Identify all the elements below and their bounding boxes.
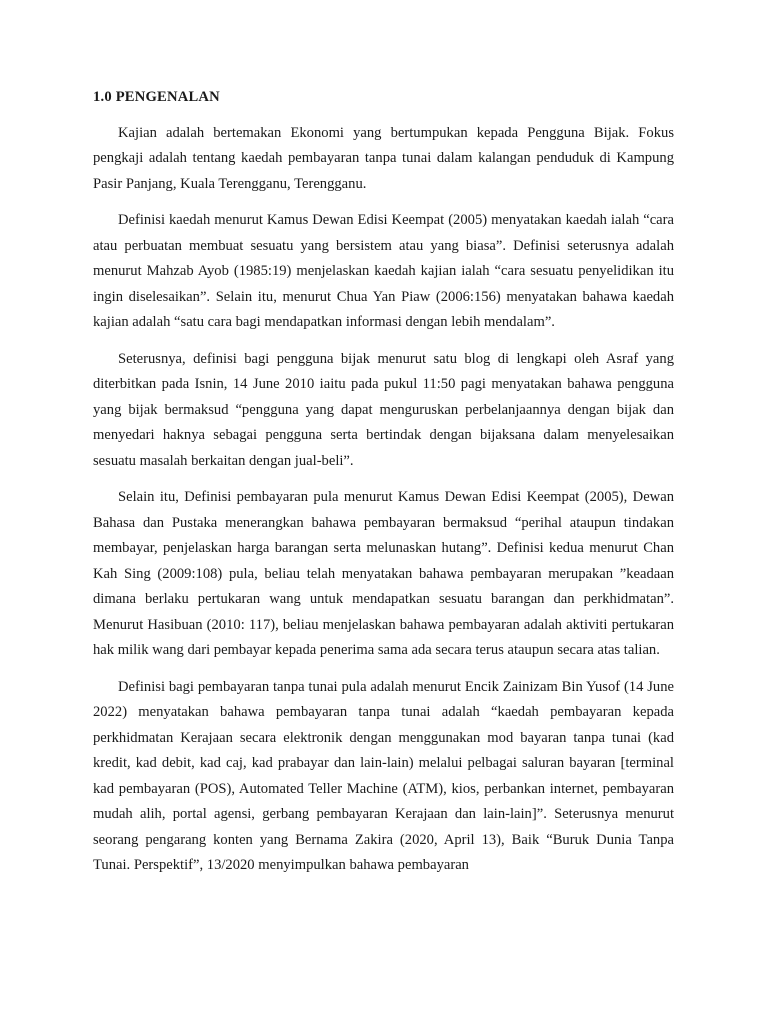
section-heading: 1.0 PENGENALAN [93,89,220,105]
paragraph-kaedah-definition: Definisi kaedah menurut Kamus Dewan Edisi Keempat (2005) menyatakan kaedah ialah “cara atau perbuatan membuat sesuatu yang bersistem atau yang biasa”. Definisi seterusnya adalah menurut Mahzab Ayob (1985:19) menjelaskan kaedah kajian ialah “cara sesuatu penyelidikan itu ingin diselesaikan”. Selain itu, menurut Chua Yan Piaw (2006:156) menyatakan bahawa kaedah kajian adalah “satu cara bagi mendapatkan informasi dengan lebih mendalam”. [93,212,674,330]
paragraph-tanpa-tunai-definition: Definisi bagi pembayaran tanpa tunai pula adalah menurut Encik Zainizam Bin Yusof (14 June 2022) menyatakan bahawa pembayaran tanpa tunai adalah “kaedah pembayaran kepada perkhidmatan Kerajaan secara elektronik dengan menggunakan mod bayaran tanpa tunai (kad kredit, kad debit, kad caj, kad prabayar dan lain-lain) melalui pelbagai saluran bayaran [terminal kad pembayaran (POS), Automated Teller Machine (ATM), kios, perbankan internet, pembayaran mudah alih, portal agensi, gerbang pembayaran Kerajaan dan lain-lain]”. Seterusnya menurut seorang pengarang konten yang Bernama Zakira (2020, April 13), Baik “Buruk Dunia Tanpa Tunai. Perspektif”, 13/2020 menyimpulkan bahawa pembayaran [93,678,674,873]
paragraph-introduction: Kajian adalah bertemakan Ekonomi yang bertumpukan kepada Pengguna Bijak. Fokus pengkaji adalah tentang kaedah pembayaran tanpa tunai dalam kalangan penduduk di Kampung Pasir Panjang, Kuala Terengganu, Terengganu. [93,124,674,192]
document-body [93,85,674,890]
paragraph-pembayaran-definition: Selain itu, Definisi pembayaran pula menurut Kamus Dewan Edisi Keempat (2005), Dewan Bahasa dan Pustaka menerangkan bahawa pembayaran bermaksud “perihal ataupun tindakan membayar, penjelaskan harga barangan serta melunaskan hutang”. Definisi kedua menurut Chan Kah Sing (2009:108) pula, beliau telah menyatakan bahawa pembayaran merupakan ”keadaan dimana berlaku pertukaran wang untuk mendapatkan sesuatu barangan dan perkhidmatan”. Menurut Hasibuan (2010: 117), beliau menjelaskan bahawa pembayaran adalah aktiviti pertukaran hak milik wang dari pembayar kepada penerima sama ada secara terus ataupun secara atas talian. [93,489,674,658]
paragraph-pengguna-bijak-definition: Seterusnya, definisi bagi pengguna bijak menurut satu blog di lengkapi oleh Asraf yang diterbitkan pada Isnin, 14 June 2010 iaitu pada pukul 11:50 pagi menyatakan bahawa pengguna yang bijak bermaksud “pengguna yang dapat menguruskan perbelanjaannya dengan bijak dan menyedari haknya sebagai pengguna serta bertindak dengan bijaksana dalam menyelesaikan sesuatu masalah berkaitan dengan jual-beli”. [93,350,674,469]
